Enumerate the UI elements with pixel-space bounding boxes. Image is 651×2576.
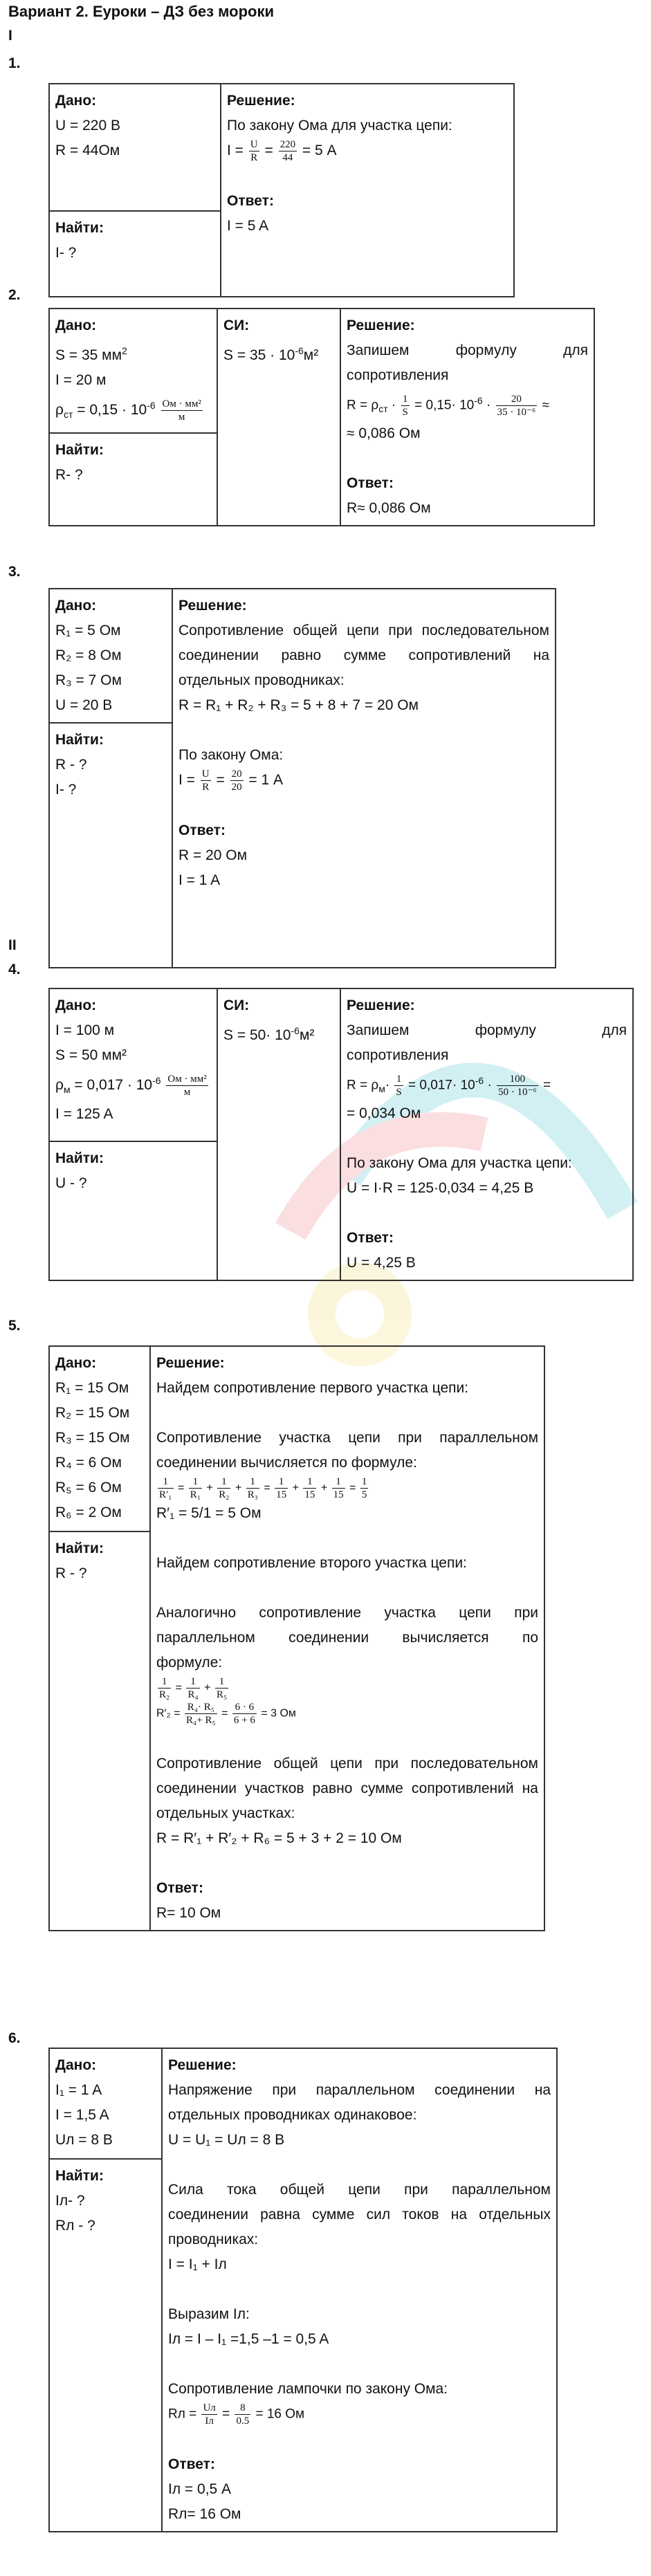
task-4-find xyxy=(49,1141,217,1280)
task-3-solution xyxy=(172,589,556,968)
task-2-si xyxy=(217,309,340,526)
given-item: R₃ = 7 Ом xyxy=(55,672,122,688)
answer-label: Ответ: xyxy=(156,1880,203,1896)
find-item: R - ? xyxy=(55,757,87,773)
si-value: $S = 50\cdot 10^{-6}м^2$ xyxy=(223,1025,315,1043)
solution-text: соединении вычисляется по формуле: xyxy=(156,1455,417,1471)
given-item: R₃ = 15 Ом xyxy=(55,1430,130,1446)
solution-label: Решение: xyxy=(156,1355,225,1371)
given-item: S = 35 $мм^2$ xyxy=(55,345,127,363)
formula: $\frac{1}{\text{R₂}}$ = $\frac{1}{\text{R₄}}$ + $\frac{1}{\text{R₅}}$ xyxy=(159,1676,228,1700)
formula: $R = \rho_м\cdot$ $\frac{1}{S}$ = $0,017\cdot 10^{-6}$ · $\frac{100}{\text{50 · 10⁻⁶}}$ = xyxy=(347,1073,551,1098)
given-label: Дано: xyxy=(55,598,97,614)
formula: U = I·R = 125·0,034 = 4,25 В xyxy=(347,1180,534,1197)
solution-text: По закону Ома для участка цепи: xyxy=(347,1155,572,1172)
answer-label: Ответ: xyxy=(227,193,274,209)
given-item: R₂ = 8 Ом xyxy=(55,647,122,663)
solution-text: отдельных участках: xyxy=(156,1805,295,1821)
solution-text: Запишем формулу для xyxy=(347,342,588,358)
solution-text: Найдем сопротивление второго участка цепи: xyxy=(156,1555,467,1571)
task-1-number: 1. xyxy=(8,55,21,71)
si-label: СИ: xyxy=(223,318,250,333)
solution-text: проводниках: xyxy=(168,2232,259,2247)
formula: R′₁ = 5/1 = 5 Ом xyxy=(156,1505,262,1521)
find-item: I- ? xyxy=(55,245,77,261)
solution-text: отдельных проводниках: xyxy=(178,672,345,688)
task-5-table xyxy=(48,1345,545,1931)
answer-label: Ответ: xyxy=(168,2456,215,2472)
si-label: СИ: xyxy=(223,997,250,1013)
formula: R′₂ = $\frac{\text{R₄· R₅}}{\text{R₄+ R₅}}$ = $\frac{6 \cdot 6}{6 + 6}$ = 3 Ом xyxy=(156,1702,296,1726)
given-item: I = 125 A xyxy=(55,1106,113,1123)
solution-label: Решение: xyxy=(347,997,415,1013)
formula: U = U₁ = Uл = 8 В xyxy=(168,2132,285,2148)
given-item: $\rho_{ст} = 0,15 \cdot 10^{-6}$ $\frac{\text{Ом · мм²}}{м}$ xyxy=(55,398,201,423)
find-label: Найти: xyxy=(55,220,104,236)
task-2-given xyxy=(49,309,217,433)
answer-label: Ответ: xyxy=(347,475,394,492)
answer-value: U = 4,25 В xyxy=(347,1255,416,1271)
answer-value: Rл= 16 Ом xyxy=(168,2506,241,2522)
task-6-number: 6. xyxy=(8,2030,21,2046)
given-item: R₁ = 5 Ом xyxy=(55,623,121,638)
formula: $\frac{1}{\text{R′₁}}$ = $\frac{1}{\text{R₁}}$ + $\frac{1}{\text{R₂}}$ + $\frac{1}{\text{R₃}}$ = $\frac{1}{15}$ + $\frac{1}{15}$ + $\frac{1}{15}$ = $\frac{1}{5}$ xyxy=(159,1476,367,1500)
formula: I = $\frac{U}{R}$ = $\frac{220}{44}$ = 5 А xyxy=(227,139,337,163)
task-3-find xyxy=(49,723,172,968)
task-4-number: 4. xyxy=(8,962,21,977)
solution-label: Решение: xyxy=(347,318,415,333)
task-2-table xyxy=(48,308,595,526)
answer-value: Iл = 0,5 A xyxy=(168,2481,232,2497)
solution-text: соединении равно сумме сопротивлений на xyxy=(178,647,549,663)
solution-text: Сопротивление общей цепи при последовательном xyxy=(156,1756,538,1772)
task-1-given xyxy=(49,84,221,211)
find-item: Rл - ? xyxy=(55,2218,95,2234)
solution-label: Решение: xyxy=(168,2057,237,2073)
formula: I = I₁ + Iл xyxy=(168,2256,227,2272)
task-1-find xyxy=(49,211,221,297)
find-item: U - ? xyxy=(55,1175,87,1191)
task-6-find xyxy=(49,2159,162,2532)
solution-text: формуле: xyxy=(156,1655,223,1671)
solution-text: Аналогично сопротивление участка цепи при xyxy=(156,1605,538,1621)
given-label: Дано: xyxy=(55,997,97,1013)
find-item: Iл- ? xyxy=(55,2193,85,2209)
solution-text: отдельных проводниках одинаковое: xyxy=(168,2107,417,2123)
task-4-table xyxy=(48,988,634,1281)
given-item: I = 1,5 A xyxy=(55,2107,109,2123)
task-2-number: 2. xyxy=(8,287,21,303)
answer-value: R = 20 Ом xyxy=(178,847,248,863)
solution-label: Решение: xyxy=(178,598,247,614)
given-item: Uл = 8 В xyxy=(55,2132,113,2148)
given-label: Дано: xyxy=(55,93,97,109)
solution-text: Сопротивление общей цепи при последовательном xyxy=(178,623,549,638)
find-label: Найти: xyxy=(55,1540,104,1556)
given-item: R₁ = 15 Ом xyxy=(55,1380,129,1396)
solution-text: сопротивления xyxy=(347,1047,449,1063)
si-value: $S = 35 \cdot 10^{-6}м^2$ xyxy=(223,345,319,363)
answer-value: I = 1 A xyxy=(178,872,221,888)
solution-text: По закону Ома для участка цепи: xyxy=(227,118,452,134)
answer-value: R≈ 0,086 Ом xyxy=(347,500,431,517)
given-item: U = 220 В xyxy=(55,118,120,134)
task-6-table xyxy=(48,2048,558,2532)
solution-text: Напряжение при параллельном соединении на xyxy=(168,2082,551,2098)
formula: I = $\frac{U}{R}$ = $\frac{20}{20}$ = 1 А xyxy=(178,769,284,793)
given-item: R₅ = 6 Ом xyxy=(55,1480,122,1496)
answer-label: Ответ: xyxy=(347,1230,394,1246)
part-two-label: II xyxy=(8,937,17,953)
given-item: R₄ = 6 Ом xyxy=(55,1455,122,1471)
given-label: Дано: xyxy=(55,318,97,333)
solution-text: Сопротивление лампочки по закону Ома: xyxy=(168,2381,448,2397)
formula: Rл = $\frac{Uл}{Iл}$ = $\frac{8}{0.5}$ = 16 Ом xyxy=(168,2402,305,2427)
task-2-solution xyxy=(340,309,594,526)
task-1-solution xyxy=(221,84,514,297)
solution-text: сопротивления xyxy=(347,367,449,383)
page-title: Вариант 2. Еуроки – ДЗ без мороки xyxy=(8,3,274,20)
formula: Iл = I – I₁ =1,5 –1 = 0,5 A xyxy=(168,2331,329,2347)
find-label: Найти: xyxy=(55,2168,104,2184)
solution-text: параллельном соединении вычисляется по xyxy=(156,1630,538,1646)
task-4-solution xyxy=(340,988,633,1280)
solution-text: соединении равна сумме сил токов на отдельных xyxy=(168,2207,551,2223)
task-4-si xyxy=(217,988,340,1280)
given-item: U = 20 В xyxy=(55,697,113,713)
answer-value: I = 5 A xyxy=(227,218,269,234)
formula: ≈ 0,086 Ом xyxy=(347,425,421,442)
formula: = 0,034 Ом xyxy=(347,1105,421,1122)
given-item: $\rho_м = 0,017 \cdot 10^{-6}$ $\frac{\text{Ом · мм²}}{м}$ xyxy=(55,1073,207,1098)
solution-text: Запишем формулу для xyxy=(347,1022,627,1038)
task-5-number: 5. xyxy=(8,1318,21,1334)
given-item: R = 44Ом xyxy=(55,142,120,158)
task-3-number: 3. xyxy=(8,564,21,580)
given-label: Дано: xyxy=(55,1355,97,1371)
given-label: Дано: xyxy=(55,2057,97,2073)
find-item: R- ? xyxy=(55,466,83,483)
find-label: Найти: xyxy=(55,1150,104,1166)
task-6-given xyxy=(49,2048,162,2159)
find-item: R - ? xyxy=(55,1565,87,1581)
task-4-given xyxy=(49,988,217,1141)
answer-value: R= 10 Ом xyxy=(156,1905,221,1921)
task-3-given xyxy=(49,589,172,723)
formula: $R = \rho_{ст}$ · $\frac{1}{S}$ = $0,15\cdot 10^{-6}$ · $\frac{20}{\text{35 · 10⁻⁶}}$ ≈ xyxy=(347,393,549,418)
solution-label: Решение: xyxy=(227,93,295,109)
formula: R = R₁ + R₂ + R₃ = 5 + 8 + 7 = 20 Ом xyxy=(178,697,419,713)
task-5-find xyxy=(49,1531,150,1931)
find-label: Найти: xyxy=(55,441,104,458)
formula: R = R′₁ + R′₂ + R₆ = 5 + 3 + 2 = 10 Ом xyxy=(156,1830,402,1846)
answer-label: Ответ: xyxy=(178,822,226,838)
solution-text: Сила тока общей цепи при параллельном xyxy=(168,2182,551,2198)
given-item: R₂ = 15 Ом xyxy=(55,1405,130,1421)
task-5-solution xyxy=(150,1346,544,1931)
solution-text: Сопротивление участка цепи при параллельном xyxy=(156,1430,538,1446)
solution-text: Выразим Iл: xyxy=(168,2306,250,2322)
solution-text: соединении участков равно сумме сопротивлений на xyxy=(156,1781,538,1796)
task-1-table xyxy=(48,83,515,297)
given-item: R₆ = 2 Ом xyxy=(55,1505,122,1520)
find-item: I- ? xyxy=(55,782,77,798)
solution-text: Найдем сопротивление первого участка цепи: xyxy=(156,1380,469,1396)
given-item: I = 20 м xyxy=(55,372,107,388)
task-6-solution xyxy=(162,2048,557,2532)
given-item: I₁ = 1 A xyxy=(55,2082,102,2098)
task-3-table xyxy=(48,588,556,968)
task-2-find xyxy=(49,433,217,526)
find-label: Найти: xyxy=(55,732,104,748)
task-5-given xyxy=(49,1346,150,1531)
given-item: S = 50 мм² xyxy=(55,1047,127,1063)
part-one-label: I xyxy=(8,28,12,44)
solution-text: По закону Ома: xyxy=(178,747,284,763)
given-item: I = 100 м xyxy=(55,1022,115,1038)
